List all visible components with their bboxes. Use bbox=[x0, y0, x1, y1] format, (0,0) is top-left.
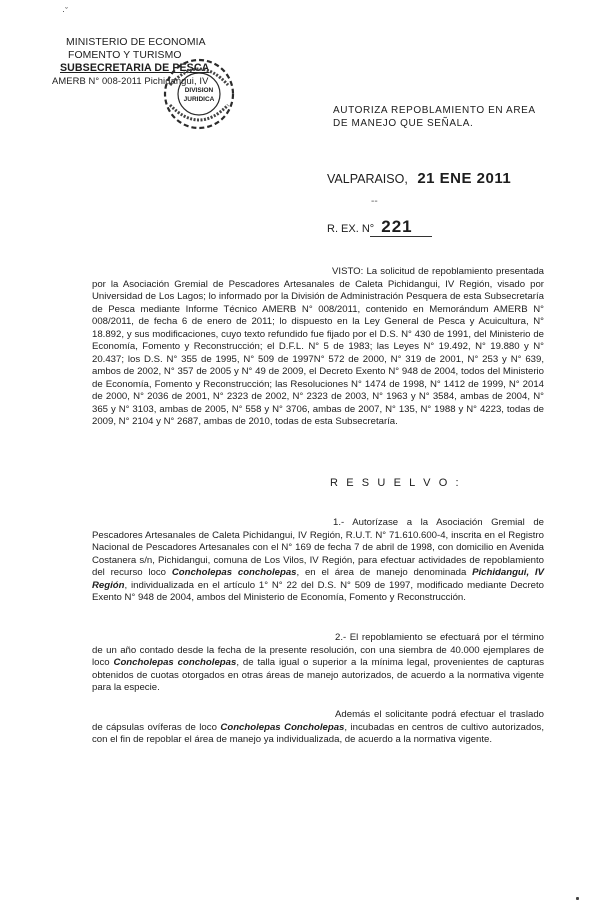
p1-text-a: 1.- Autorízase a la Asociación Gremial de Pescadores Artesanales de Caleta Pichidangui, IV Región, R.U.T. N° 71.610.600-4, inscrita en el Registro Nacional de Pescadores Artesanales con el N° 169 de fecha 7 de abril de 1998, con domicilio en Avenida Costanera s/n, Pichidangui, comuna de Los Vilos, IV Región, para efectuar actividades de repoblamiento del recurso loco bbox=[92, 517, 544, 578]
scan-speck bbox=[576, 897, 579, 900]
resuelvo-heading: R E S U E L V O : bbox=[330, 477, 462, 489]
rex-number-underline bbox=[370, 236, 432, 237]
article-2-paragraph bbox=[92, 632, 544, 695]
stamp-division-text: DIVISION bbox=[184, 87, 214, 94]
date-stamp: 21 ENE 2011 bbox=[417, 170, 512, 187]
scan-dash-mark: -- bbox=[371, 196, 378, 207]
title-line-1: AUTORIZA REPOBLAMIENTO EN AREA bbox=[333, 105, 536, 116]
place-name: VALPARAISO, bbox=[327, 172, 408, 186]
p1-species: Concholepas concholepas bbox=[171, 567, 297, 578]
letterhead-amerb-ref: AMERB N° 008-2011 Pichidangui, IV bbox=[52, 74, 209, 86]
resolution-number bbox=[327, 217, 413, 237]
p2-species: Concholepas concholepas bbox=[113, 657, 237, 668]
place-date bbox=[327, 170, 511, 187]
letterhead-fomento: FOMENTO Y TURISMO bbox=[68, 49, 182, 61]
p3-text-c: , incubadas en centros de cultivo autorizados, con el fin de repoblar el área de manejo ya individualizada, de acuerdo a la normativa vigente. bbox=[92, 721, 544, 745]
p3-text-a: Además el solicitante podrá efectuar el traslado de cápsulas ovíferas de loco bbox=[92, 709, 544, 733]
p1-text-e: , individualizada en el artículo 1° N° 22 del D.S. N° 509 de 1997, modificado mediante Decreto Exento N° 948 de 2004, ambos del Ministerio de Economía, Fomento y Reconstrucción. bbox=[92, 579, 544, 603]
scan-mark: ·ˇ bbox=[62, 6, 68, 16]
title-line-2: DE MANEJO QUE SEÑALA. bbox=[333, 117, 474, 129]
p2-text-a: 2.- El repoblamiento se efectuará por el término de un año contado desde la fecha de la presente resolución, con una siembra de 40.000 ejemplares de loco bbox=[92, 632, 544, 668]
p2-text-c: , de talla igual o superior a la mínima legal, provenientes de capturas obtenidos de cuotas otorgados en otras áreas de manejo autorizados, de acuerdo a la normativa vigente para la especie. bbox=[92, 657, 544, 693]
p1-area-name: Pichidangui, IV Región bbox=[92, 567, 544, 591]
visto-paragraph: VISTO: La solicitud de repoblamiento presentada por la Asociación Gremial de Pescadores Artesanales de Caleta Pichidangui, IV Región, visado por Universidad de Los Lagos; lo informado por la División de Administración Pesquera de esta Subsecretaría de Pesca mediante Informe Técnico AMERB N° 008/2011, contenido en Memorándum AMERB N° 008/2011, de fecha 6 de enero de 2011; lo dispuesto en la Ley General de Pesca y Acuicultura, N° 18.892, y sus modificaciones, cuyo texto refundido fue fijado por el D.S. N° 430 de 1991, del Ministerio de Economía, Fomento y Reconstrucción; el D.F.L. N° 5 de 1983; las Leyes N° 19.492, N° 19.880 y N° 20.437; los D.S. N° 355 de 1995, N° 509 de 1997N° 572 de 2000, N° 319 de 2001, N° 253 y N° 639, ambos de 2002, N° 357 de 2005 y N° 49 de 2009, el Decreto Exento N° 948 de 2004, todos del Ministerio de Economía, Fomento y Reconstrucción; las Resoluciones N° 1474 de 1998, N° 1412 de 1999, N° 2014 de 2000, N° 2036 de 2001, N° 2323 de 2002, N° 2323 de 2003, N° 1963 y N° 3584, ambas de 2004, N° 365 y N° 3103, ambas de 2005, N° 558 y N° 3706, ambas de 2007, N° 135, N° 1988 y N° 4223, todas de 2009, N° 2104 y N° 2687, ambas de 2010, todas de esta Subsecretaría. bbox=[92, 266, 544, 427]
p1-text-c: , en el área de manejo denominada bbox=[296, 567, 473, 578]
resolution-title bbox=[333, 105, 536, 130]
article-1-paragraph bbox=[92, 517, 544, 605]
stamp-juridica-text: JURIDICA bbox=[183, 96, 215, 103]
letterhead-ministry: MINISTERIO DE ECONOMIA bbox=[66, 37, 206, 48]
p3-species: Concholepas Concholepas bbox=[220, 721, 345, 733]
additional-paragraph bbox=[92, 709, 544, 747]
letterhead-subsecretaria: SUBSECRETARIA DE PESCA bbox=[60, 62, 210, 75]
rex-number: 221 bbox=[381, 217, 413, 236]
division-juridica-stamp bbox=[160, 55, 238, 133]
rex-label: R. EX. N° bbox=[327, 223, 375, 235]
